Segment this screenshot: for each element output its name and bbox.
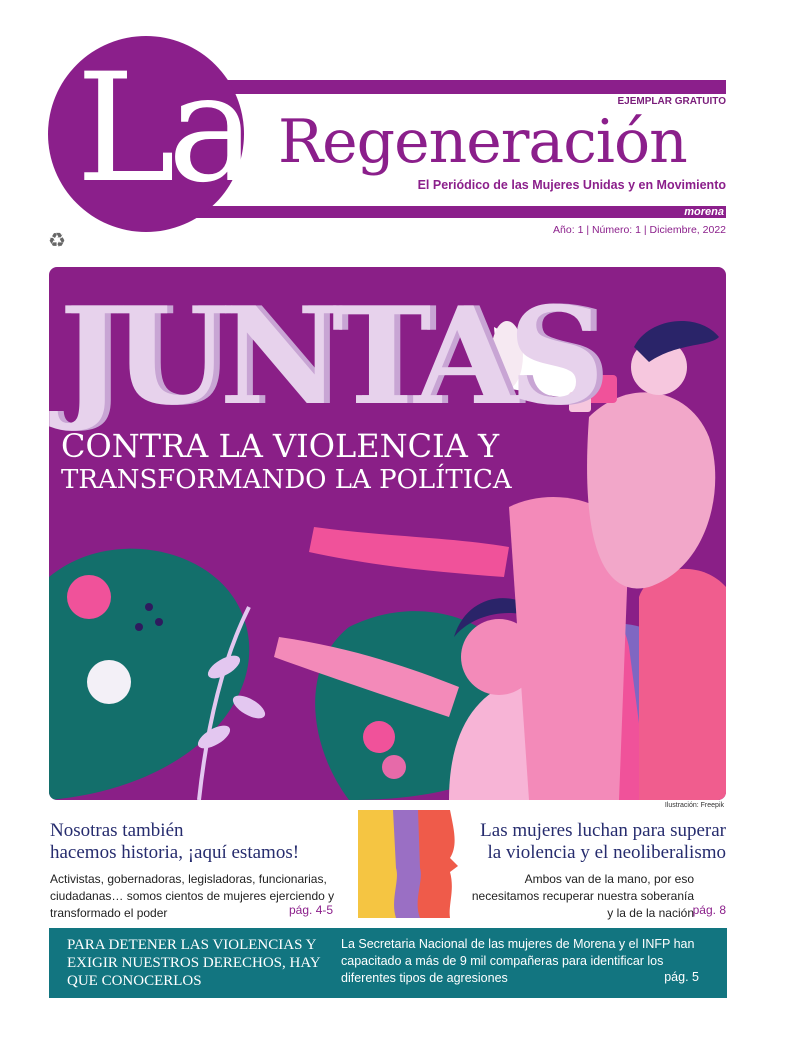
story-right-summary: Ambos van de la mano, por eso necesitamos recuperar nuestra soberanía y la de la nación — [471, 872, 694, 920]
story-right-headline-line1: Las mujeres luchan para superar — [480, 820, 726, 841]
issue-info: Año: 1 | Número: 1 | Diciembre, 2022 — [553, 224, 726, 236]
story-right-headline[interactable] — [456, 820, 726, 864]
bottom-banner[interactable] — [49, 928, 727, 998]
illustration-credit: Ilustración: Freepik — [664, 802, 724, 809]
logo-letters: La — [76, 42, 250, 216]
story-left-page-ref[interactable]: pág. 4-5 — [289, 903, 334, 917]
newspaper-subtitle: El Periódico de las Mujeres Unidas y en Movimiento — [417, 178, 726, 192]
banner-headline: PARA DETENER LAS VIOLENCIAS Y EXIGIR NUESTROS DERECHOS, HAY QUE CONOCERLOS — [67, 937, 321, 989]
women-profiles-illustration — [358, 810, 458, 918]
hero-subline-1: CONTRA LA VIOLENCIA Y — [61, 427, 500, 465]
hero-headline: JUNTAS — [59, 277, 595, 435]
hero-subline-2: TRANSFORMANDO LA POLÍTICA — [61, 465, 512, 495]
party-logo: morena — [684, 206, 724, 218]
story-left-headline-line1: Nosotras también — [50, 820, 184, 841]
cover-illustration — [49, 267, 726, 800]
recycle-icon: ♻ — [48, 230, 66, 252]
banner-page-ref[interactable]: pág. 5 — [664, 970, 699, 984]
story-left-summary: Activistas, gobernadoras, legisladoras, funcionarias, ciudadanas… somos cientos de mujeres ejerciendo y transformado el poder — [50, 872, 335, 920]
story-left-headline-line2: hacemos historia, ¡aquí estamos! — [50, 842, 300, 863]
story-right-page-ref[interactable]: pág. 8 — [692, 903, 726, 917]
banner-summary: La Secretaria Nacional de las mujeres de Morena y el INFP han capacitado a más de 9 mil compañeras para identificar los diferentes tipos de agresiones — [341, 937, 695, 985]
newspaper-title: Regeneración — [278, 107, 687, 177]
story-left-headline[interactable] — [50, 820, 350, 864]
free-copy-label: EJEMPLAR GRATUITO — [617, 96, 726, 107]
story-right-headline-line2: la violencia y el neoliberalismo — [487, 842, 726, 863]
